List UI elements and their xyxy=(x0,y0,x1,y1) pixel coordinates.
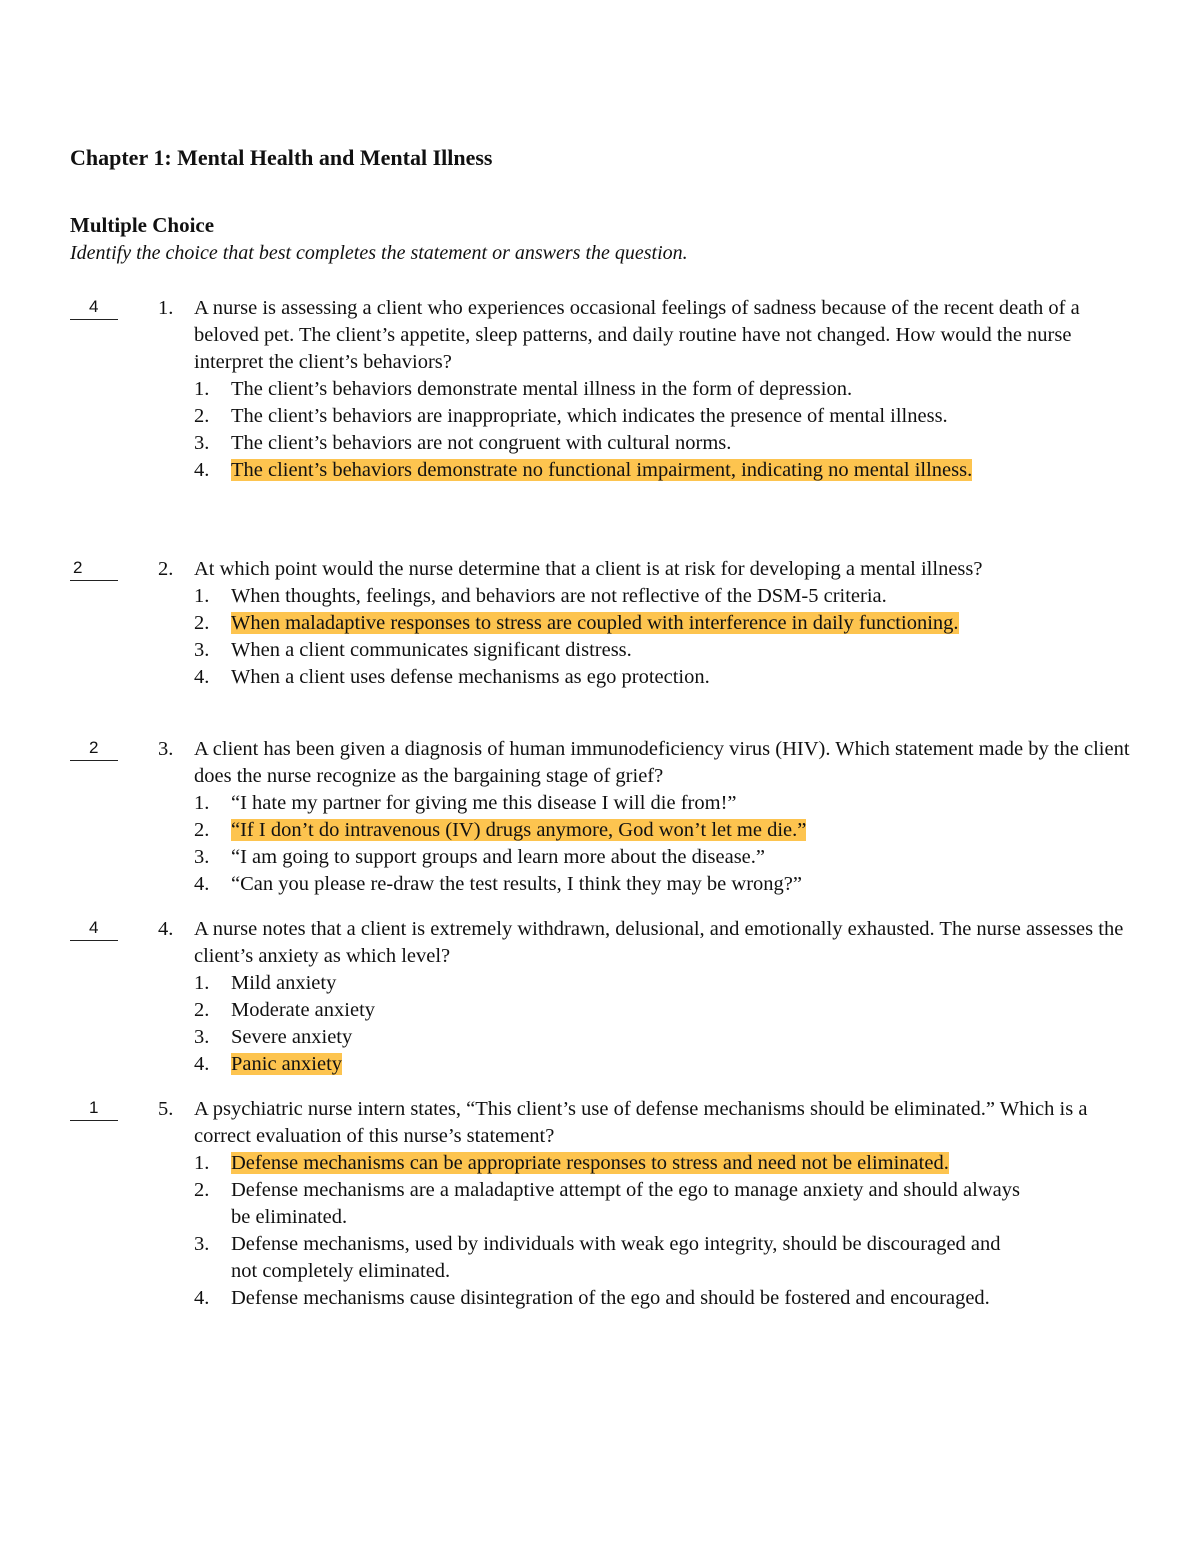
question-number: 5. xyxy=(158,1098,174,1120)
question-text: At which point would the nurse determine that a client is at risk for developing a mental illness? xyxy=(194,558,983,580)
answer-value: 1 xyxy=(89,1098,99,1117)
highlighted-answer: When maladaptive responses to stress are coupled with interference in daily functioning. xyxy=(231,612,959,634)
highlighted-answer: “If I don’t do intravenous (IV) drugs anymore, God won’t let me die.” xyxy=(231,819,807,841)
choice-number: 4. xyxy=(194,459,210,481)
question-number: 2. xyxy=(158,558,174,580)
answer-value: 2 xyxy=(89,738,99,757)
question-number: 1. xyxy=(158,297,174,319)
choice-item xyxy=(194,583,1021,610)
choice-number: 1. xyxy=(194,792,210,814)
choice-item-correct xyxy=(194,1150,1021,1177)
choice-item xyxy=(194,871,1021,898)
choice-item xyxy=(194,637,1021,664)
answer-blank xyxy=(70,295,118,320)
choice-list xyxy=(194,583,1021,691)
question-number: 3. xyxy=(158,738,174,760)
chapter-title: Chapter 1: Mental Health and Mental Illness xyxy=(70,145,493,170)
question-text: A nurse is assessing a client who experiences occasional feelings of sadness because of the recent death of a beloved pet. The client’s appetite, sleep patterns, and daily routine have not changed. How would the nurse interpret the client’s behaviors? xyxy=(194,297,1080,373)
choice-text: When a client communicates significant distress. xyxy=(231,639,632,661)
choice-number: 4. xyxy=(194,1053,210,1075)
choice-number: 2. xyxy=(194,1179,210,1201)
choice-text: When a client uses defense mechanisms as ego protection. xyxy=(231,666,710,688)
choice-text: “I hate my partner for giving me this disease I will die from!” xyxy=(231,792,737,814)
choice-number: 3. xyxy=(194,432,210,454)
choice-number: 4. xyxy=(194,873,210,895)
choice-item xyxy=(194,1285,1021,1312)
answer-value: 2 xyxy=(73,558,83,577)
choice-item xyxy=(194,376,1021,403)
choice-number: 3. xyxy=(194,1233,210,1255)
choice-text: Mild anxiety xyxy=(231,972,337,994)
question-text: A nurse notes that a client is extremely withdrawn, delusional, and emotionally exhausted. The nurse assesses the client’s anxiety as which level? xyxy=(194,918,1124,967)
question-text: A client has been given a diagnosis of human immunodeficiency virus (HIV). Which statement made by the client does the nurse recognize as the bargaining stage of grief? xyxy=(194,738,1130,787)
choice-item xyxy=(194,997,1021,1024)
answer-blank xyxy=(70,556,118,581)
answer-value: 4 xyxy=(89,297,99,316)
choice-item xyxy=(194,844,1021,871)
choice-number: 1. xyxy=(194,972,210,994)
choice-text: Defense mechanisms are a maladaptive attempt of the ego to manage anxiety and should always be eliminated. xyxy=(231,1179,1020,1228)
choice-item-correct xyxy=(194,457,1021,484)
choice-number: 2. xyxy=(194,405,210,427)
choice-text: The client’s behaviors are not congruent with cultural norms. xyxy=(231,432,732,454)
choice-item xyxy=(194,790,1021,817)
choice-item-correct xyxy=(194,1051,1021,1078)
choice-number: 2. xyxy=(194,819,210,841)
choice-item xyxy=(194,430,1021,457)
choice-item xyxy=(194,403,1021,430)
choice-number: 1. xyxy=(194,378,210,400)
choice-number: 1. xyxy=(194,585,210,607)
choice-text: The client’s behaviors demonstrate mental illness in the form of depression. xyxy=(231,378,853,400)
answer-blank xyxy=(70,736,118,761)
choice-list xyxy=(194,376,1021,484)
choice-text: When thoughts, feelings, and behaviors are not reflective of the DSM-5 criteria. xyxy=(231,585,887,607)
choice-text: Severe anxiety xyxy=(231,1026,353,1048)
choice-number: 3. xyxy=(194,1026,210,1048)
choice-text: “I am going to support groups and learn more about the disease.” xyxy=(231,846,765,868)
choice-item-correct xyxy=(194,610,1021,637)
instructions: Identify the choice that best completes the statement or answers the question. xyxy=(70,242,688,264)
choice-text: Defense mechanisms cause disintegration of the ego and should be fostered and encouraged. xyxy=(231,1287,990,1309)
section-title: Multiple Choice xyxy=(70,213,215,237)
answer-blank xyxy=(70,1096,118,1121)
choice-text: The client’s behaviors are inappropriate, which indicates the presence of mental illness. xyxy=(231,405,948,427)
choice-number: 4. xyxy=(194,1287,210,1309)
choice-text: Moderate anxiety xyxy=(231,999,376,1021)
choice-number: 2. xyxy=(194,999,210,1021)
choice-number: 2. xyxy=(194,612,210,634)
choice-number: 3. xyxy=(194,639,210,661)
highlighted-answer: Panic anxiety xyxy=(231,1053,343,1075)
choice-item xyxy=(194,1231,1021,1285)
question-number: 4. xyxy=(158,918,174,940)
choice-number: 1. xyxy=(194,1152,210,1174)
question-text: A psychiatric nurse intern states, “This client’s use of defense mechanisms should be eliminated.” Which is a correct evaluation of this nurse’s statement? xyxy=(194,1098,1088,1147)
choice-number: 4. xyxy=(194,666,210,688)
choice-item xyxy=(194,1024,1021,1051)
choice-number: 3. xyxy=(194,846,210,868)
choice-list xyxy=(194,790,1021,898)
choice-list xyxy=(194,1150,1021,1312)
choice-item xyxy=(194,664,1021,691)
choice-item xyxy=(194,970,1021,997)
answer-value: 4 xyxy=(89,918,99,937)
highlighted-answer: The client’s behaviors demonstrate no functional impairment, indicating no mental illness. xyxy=(231,459,973,481)
answer-blank xyxy=(70,916,118,941)
choice-text: “Can you please re-draw the test results, I think they may be wrong?” xyxy=(231,873,802,895)
choice-text: Defense mechanisms, used by individuals with weak ego integrity, should be discouraged and not completely eliminated. xyxy=(231,1233,1001,1282)
highlighted-answer: Defense mechanisms can be appropriate responses to stress and need not be eliminated. xyxy=(231,1152,949,1174)
choice-item xyxy=(194,1177,1021,1231)
choice-list xyxy=(194,970,1021,1078)
choice-item-correct xyxy=(194,817,1021,844)
